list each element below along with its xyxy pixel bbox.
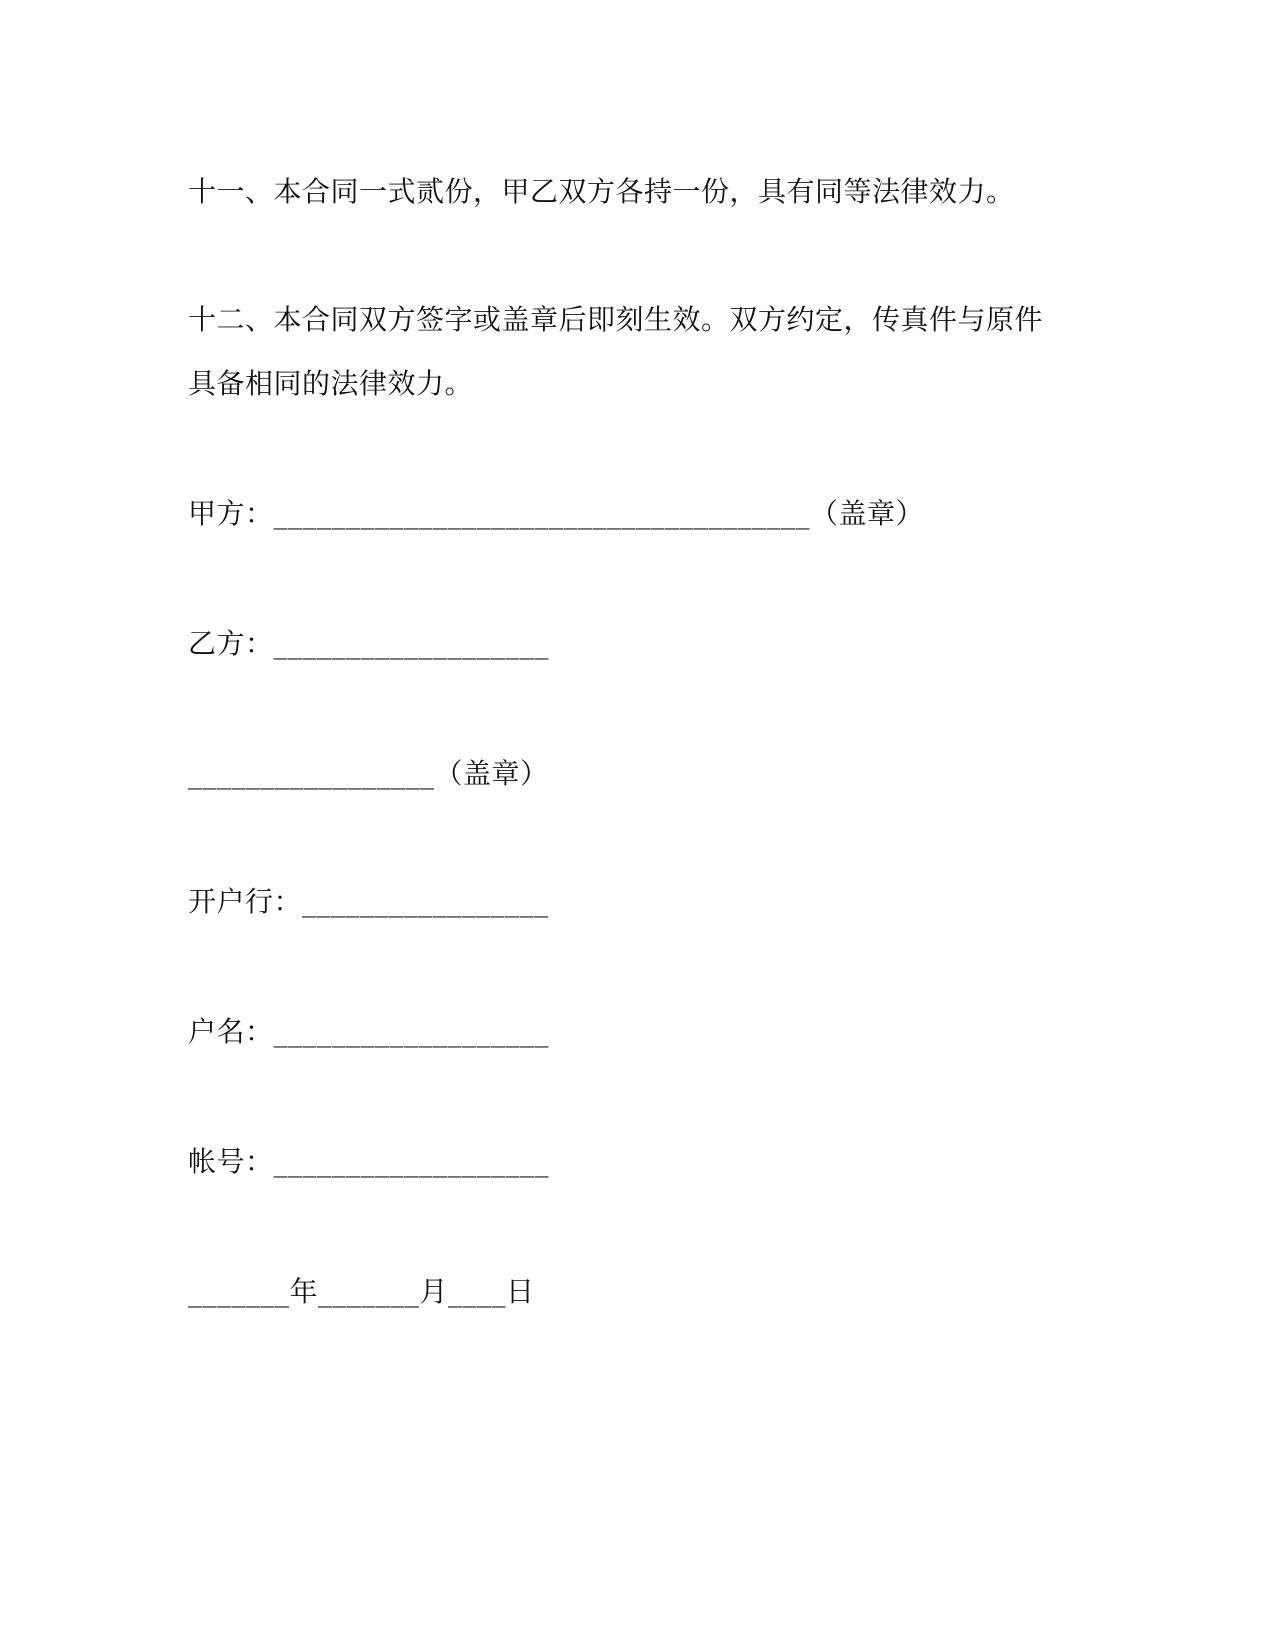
- date-field: _______年_______月____日: [188, 1275, 535, 1308]
- clause-twelve-line-2: 具备相同的法律效力。: [188, 367, 474, 400]
- account-number-field: 帐号：___________________: [188, 1145, 550, 1178]
- clause-twelve-line-1: 十二、本合同双方签字或盖章后即刻生效。双方约定，传真件与原件: [188, 303, 1044, 336]
- party-b-seal-line: _________________（盖章）: [188, 757, 549, 790]
- clause-eleven: 十一、本合同一式贰份，甲乙双方各持一份，具有同等法律效力。: [188, 175, 1015, 208]
- party-a-signature-line: 甲方：_____________________________________（盖章）: [188, 497, 925, 530]
- bank-field: 开户行：_________________: [188, 885, 549, 918]
- account-name-field: 户名：___________________: [188, 1015, 550, 1048]
- party-b-signature-line: 乙方：___________________: [188, 627, 550, 660]
